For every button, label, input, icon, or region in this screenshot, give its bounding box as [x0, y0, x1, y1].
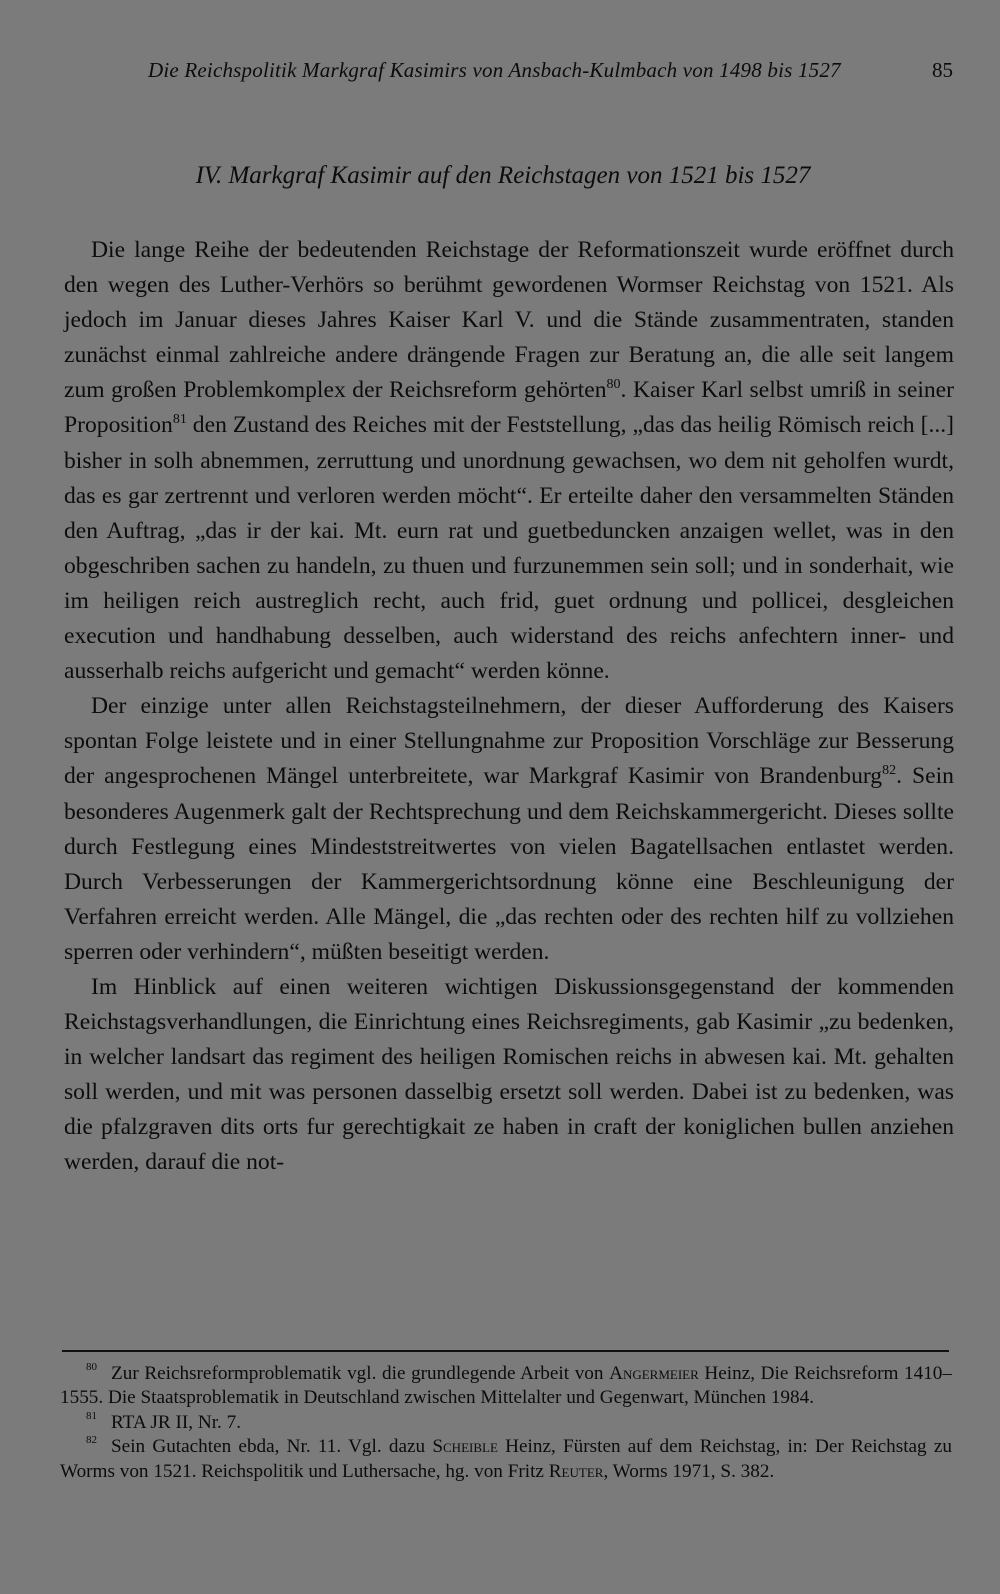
section-heading: IV. Markgraf Kasimir auf den Reichstagen von 1521 bis 1527: [195, 162, 811, 189]
paragraph-text: Die lange Reihe der bedeutenden Reichstage der Reformationszeit wurde eröffnet durch den wegen des Luther-Verhörs so berühmt gewordenen Wormser Reichstag von 1521. Als jedoch im Januar dieses Jahres Kaiser Karl V. und die Stände zusammentraten, standen zunächst einmal zahlreiche andere drängende Fragen zur Beratung an, die alle seit langem zum großen Problemkomplex der Reichsreform gehörten: [64, 237, 954, 404]
paragraph-2: [64, 689, 954, 970]
footnote-82: [60, 1435, 952, 1484]
paragraph-text: den Zustand des Reiches mit der Feststellung, „das das heilig Römisch reich [...] bisher in solh abnemmen, zerruttung und unordnung gewachsen, wo dem nit geholfen wurdt, das es gar zertrennt und verloren werden möcht“. Er erteilte daher den versammelten Ständen den Auftrag, „das ir der kai. Mt. eurn rat und guetbeduncken anzaigen wellet, was in den obgeschriben sachen zu handeln, zu thuen und furzunemmen sein soll; und in sonderhait, wie im heiligen reich austreglich recht, auch frid, guet ordnung und pollicei, desgleichen execution und handhabung desselben, auch widerstand des reichs anfechtern inner- und ausserhalb reichs aufgericht und gemacht“ werden könne.: [64, 412, 954, 685]
paragraph-text: Im Hinblick auf einen weiteren wichtigen Diskussionsgegenstand der kommenden Reichstagsverhandlungen, die Einrichtung eines Reichsregiments, gab Kasimir „zu bedenken, in welcher landsart das regiment des heiligen Romischen reichs in abwesen kai. Mt. gehalten soll werden, und mit was personen dasselbig ersetzt soll werden. Dabei ist zu bedenken, was die pfalzgraven dits orts fur gerechtigkait ze haben in craft der koniglichen bullen anziehen werden, darauf die not-: [64, 973, 954, 1176]
footnote-80: [60, 1362, 952, 1411]
paragraph-text: . Kaiser Karl selbst umriß in seiner Proposition: [64, 377, 954, 439]
footnote-81: [60, 1411, 952, 1435]
footnote-author: Angermeier: [609, 1363, 699, 1384]
footnote-ref-81: 81: [172, 412, 187, 428]
footnote-divider: [62, 1350, 949, 1352]
footnotes: [60, 1362, 952, 1484]
paragraph-text: Der einzige unter allen Reichstagsteilnehmern, der dieser Aufforderung des Kaisers spontan Folge leistete und in einer Stellungnahme zur Proposition Vorschläge zur Besserung der angesprochenen Mängel unterbreitete, war Markgraf Kasimir von Brandenburg: [64, 693, 954, 790]
footnote-text: Sein Gutachten ebda, Nr. 11. Vgl. dazu: [111, 1436, 433, 1458]
footnote-number: 80: [86, 1361, 97, 1373]
body-text: [64, 233, 954, 1181]
page-number: 85: [932, 58, 953, 82]
paragraph-1: [64, 233, 954, 689]
footnote-text: , Worms 1971, S. 382.: [603, 1460, 775, 1482]
footnote-text: Zur Reichsreformproblematik vgl. die grundlegende Arbeit von: [111, 1363, 610, 1384]
footnote-number: 82: [86, 1434, 97, 1447]
paragraph-3: [64, 970, 954, 1181]
footnote-editor: Reuter: [548, 1460, 604, 1482]
paragraph-text: . Sein besonderes Augenmerk galt der Rechtsprechung und dem Reichskammergericht. Dieses sollte durch Festlegung eines Mindeststreitwertes von vielen Bagatellsachen entlastet werden. Durch Verbesserungen der Kammergerichtsordnung könne eine Beschleunigung der Verfahren erreicht werden. Alle Mängel, die „das rechten oder des rechten hilf zu vollziehen sperren oder verhindern“, müßten beseitigt werden.: [64, 763, 954, 965]
running-head: Die Reichspolitik Markgraf Kasimirs von Ansbach-Kulmbach von 1498 bis 1527: [148, 58, 841, 82]
footnote-text: Heinz, Die Reichsreform 1410–1555. Die Staatsproblematik in Deutschland zwischen Mittelalter und Gegenwart, München 1984.: [60, 1363, 952, 1409]
footnote-text: RTA JR II, Nr. 7.: [111, 1411, 242, 1433]
footnote-author: Scheible: [432, 1436, 498, 1458]
footnote-text: Heinz, Fürsten auf dem Reichstag, in: Der Reichstag zu Worms von 1521. Reichspolitik und Luthersache, hg. von Fritz: [60, 1436, 952, 1482]
footnote-ref-82: 82: [882, 763, 897, 779]
footnote-number: 81: [86, 1409, 97, 1422]
footnote-ref-80: 80: [606, 377, 621, 393]
